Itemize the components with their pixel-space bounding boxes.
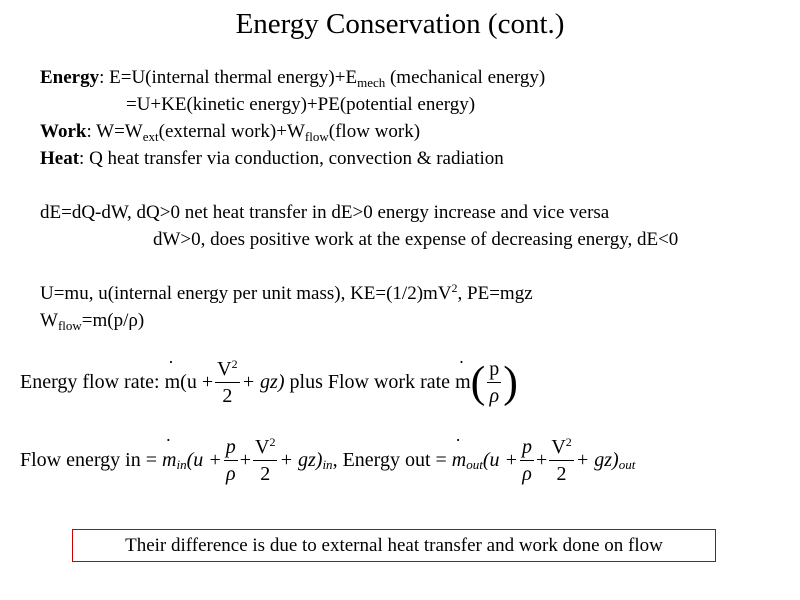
eq2-mdot-in: m ˙ [162,449,176,471]
eq2-two: 2 [260,463,271,485]
work-text-1: : W=W [86,121,143,142]
energy-text-2: (mechanical energy) [385,67,546,88]
work-text-3: (flow work) [328,121,421,142]
eq1-v2-fraction [215,356,239,409]
eq2-v: V [255,436,270,458]
eq1-sup-2: 2 [231,357,238,371]
wflow-text: =m(p/ρ) [81,310,145,331]
eq2-open: (u + [186,449,222,471]
eq1-paren-open: ( [470,357,486,407]
eq1-label: Energy flow rate: [20,371,165,393]
eq2-plus-gz-2: + gz) [575,449,619,471]
u-sup-2: 2 [451,281,458,295]
energy-sub-mech: mech [357,75,386,90]
energy-label: Energy [40,67,100,88]
eq2-label: Flow energy in = [20,449,163,471]
eq1-plus-gz: + gz) [241,371,285,393]
work-sub-ext: ext [142,129,159,144]
energy-flow-rate-equation [20,356,518,416]
eq2-p-2: p [522,436,533,458]
eq2-rho: ρ [225,463,236,485]
heat-definition [40,147,504,171]
eq2-p: p [225,436,236,458]
eq2-v-2: V [551,436,566,458]
eq2-plus-2: + [536,449,548,471]
work-sub-flow: flow [304,129,329,144]
eq1-paren-close: ) [503,357,518,407]
eq2-plus: + [239,449,252,471]
eq2-sup-2: 2 [269,435,276,449]
eq2-v2-fraction [253,434,277,487]
eq2-open-2: (u + [482,449,519,471]
slide-title: Energy Conservation (cont.) [235,8,565,40]
eq1-mid: plus Flow work rate [284,371,456,393]
eq2-mdot-out: m ˙ [452,449,466,471]
eq2-rho-2: ρ [522,463,532,485]
eq2-sub-in: in [176,457,187,473]
eq2-sup-2b: 2 [565,435,572,449]
u-definition [40,282,533,306]
eq2-v2-fraction-2 [549,434,573,487]
difference-note: Their difference is due to external heat transfer and work done on flow [72,529,716,562]
eq1-p: p [489,358,500,380]
eq1-rho: ρ [489,385,500,407]
de-line-1: dE=dQ-dW, dQ>0 net heat transfer in dE>0 energy increase and vice versa [40,202,610,223]
u-text-2: , PE=mgz [457,283,533,304]
de-line-2: dW>0, does positive work at the expense of decreasing energy, dE<0 [153,229,679,250]
flow-energy-equation [20,434,635,494]
eq2-sub-out: out [466,457,483,473]
heat-text: : Q heat transfer via conduction, convection & radiation [79,148,504,169]
eq2-plus-gz: + gz) [279,449,323,471]
energy-definition-line2: =U+KE(kinetic energy)+PE(potential energy) [126,94,476,115]
work-text-2: (external work)+W [158,121,305,142]
eq1-open: (u + [180,371,214,393]
u-text-1: U=mu, u(internal energy per unit mass), KE=(1/2)mV [40,283,452,304]
eq1-mdot-2: m ˙ [455,371,471,393]
eq1-den: 2 [222,385,233,407]
work-definition [40,120,420,144]
wflow-definition [40,309,144,333]
eq2-p-rho-fraction [224,434,238,487]
wflow-w: W [40,310,58,331]
work-label: Work [40,121,87,142]
eq2-sub-out-2: out [618,457,636,473]
heat-label: Heat [40,148,80,169]
wflow-sub: flow [57,318,82,333]
eq2-p-rho-fraction-2 [520,434,534,487]
eq1-mdot: m ˙ [165,371,181,393]
energy-definition [40,66,545,90]
energy-text-1: : E=U(internal thermal energy)+E [99,67,358,88]
eq2-two-2: 2 [556,463,567,485]
eq1-p-rho-fraction [487,356,501,409]
eq2-comma: , Energy out = [332,449,452,471]
eq1-v: V [217,358,232,380]
eq2-sub-in-2: in [322,457,333,473]
